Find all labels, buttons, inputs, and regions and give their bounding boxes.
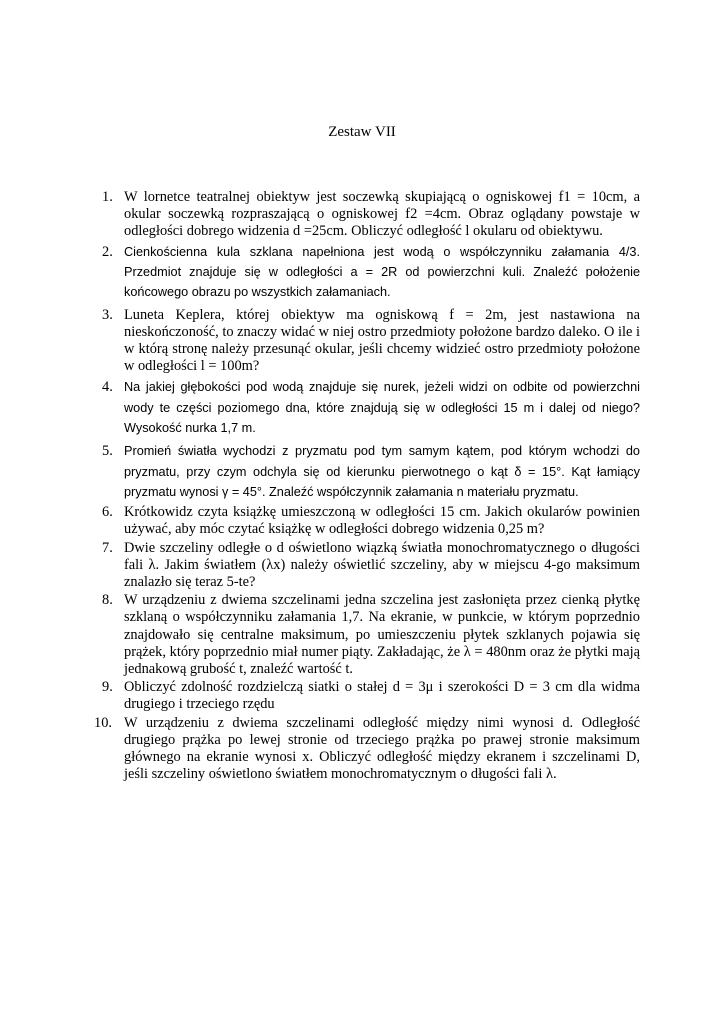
exercise-item-3 xyxy=(102,307,640,376)
exercise-text: W lornetce teatralnej obiektyw jest soczewką skupiającą o ogniskowej f1 = 10cm, a okular soczewką rozpraszającą o ogniskowej f2 =4cm. Obraz oglądany powstaje w odległości dobrego widzenia d =25cm. Obliczyć odległość l okularu od obiektywu. xyxy=(124,189,640,240)
exercise-number: 7. xyxy=(102,539,113,556)
exercise-item-2 xyxy=(102,242,640,303)
exercise-number: 10. xyxy=(94,714,112,731)
exercise-text: Krótkowidz czyta książkę umieszczoną w odległości 15 cm. Jakich okularów powinien używać, aby móc czytać książkę w odległości dobrego widzenia 0,25 m? xyxy=(124,504,640,538)
exercise-item-1 xyxy=(102,189,640,241)
exercise-item-4 xyxy=(102,377,640,438)
exercise-text: Luneta Keplera, której obiektyw ma ogniskową f = 2m, jest nastawiona na nieskończoność, to znaczy widać w niej ostro przedmioty położone bardzo daleko. O ile i w którą stronę należy przesunąć okular, jeśli chcemy widzieć ostro przedmioty położone w odległości l = 100m? xyxy=(124,306,640,375)
exercise-number: 9. xyxy=(102,679,113,696)
exercise-item-10 xyxy=(94,714,640,784)
exercise-text: Na jakiej głębokości pod wodą znajduje się nurek, jeżeli widzi on odbite od powierzchni wody te części poziomego dna, które znajdują się w odległości 15 m i dalej od niego? Wysokość nurka 1,7 m. xyxy=(124,380,640,435)
exercise-number: 6. xyxy=(102,504,113,521)
exercise-item-7 xyxy=(102,540,640,592)
exercise-item-6 xyxy=(102,504,640,538)
exercise-text: Cienkościenna kula szklana napełniona jest wodą o współczynniku załamania 4/3. Przedmiot znajduje się w odległości a = 2R od powierzchni kuli. Znaleźć położenie końcowego obrazu po wszystkich załamaniach. xyxy=(124,244,640,300)
exercise-number: 1. xyxy=(102,189,113,205)
exercise-item-8 xyxy=(102,592,640,678)
exercise-text: Obliczyć zdolność rozdzielczą siatki o stałej d = 3μ i szerokości D = 3 cm dla widma drugiego i trzeciego rzędu xyxy=(124,679,640,713)
exercise-number: 4. xyxy=(102,379,113,396)
exercise-number: 3. xyxy=(102,306,113,323)
exercise-item-9 xyxy=(102,679,640,713)
exercise-list xyxy=(94,189,640,783)
exercise-number: 2. xyxy=(102,243,113,260)
exercise-item-5 xyxy=(102,441,640,502)
page-title: Zestaw VII xyxy=(328,124,396,140)
exercise-text: W urządzeniu z dwiema szczelinami odległość między nimi wynosi d. Odległość drugiego prążka po lewej stronie od trzeciego prążka po prawej stronie maksimum głównego na ekranie wynosi x. Obliczyć odległość między ekranem i szczelinami D, jeśli szczeliny oświetlono światłem monochromatycznym o długości fali λ. xyxy=(124,714,640,783)
exercise-text: W urządzeniu z dwiema szczelinami jedna szczelina jest zasłonięta przez cienką płytkę szklaną o współczynniku załamania 1,7. Na ekranie, w punkcie, w którym poprzednio znajdowało się centralne maksimum, po umieszczeniu płytek szklanych pojawia się prążek, który poprzednio miał numer piąty. Zakładając, że λ = 480nm oraz że płytki mają jednakową grubość t, znaleźć wartość t. xyxy=(124,592,640,677)
exercise-number: 8. xyxy=(102,592,113,609)
exercise-text: Dwie szczeliny odległe o d oświetlono wiązką światła monochromatycznego o długości fali λ. Jakim światłem (λx) należy oświetlić szczeliny, aby w miejscu 4-go maksimum znalazło się teraz 5-te? xyxy=(124,539,640,590)
exercise-number: 5. xyxy=(102,443,113,460)
exercise-text: Promień światła wychodzi z pryzmatu pod tym samym kątem, pod którym wchodzi do pryzmatu, przy czym odchyla się od kierunku pierwotnego o kąt δ = 15°. Kąt łamiący pryzmatu wynosi γ = 45°. Znaleźć współczynnik załamania n materiału pryzmatu. xyxy=(124,444,640,499)
